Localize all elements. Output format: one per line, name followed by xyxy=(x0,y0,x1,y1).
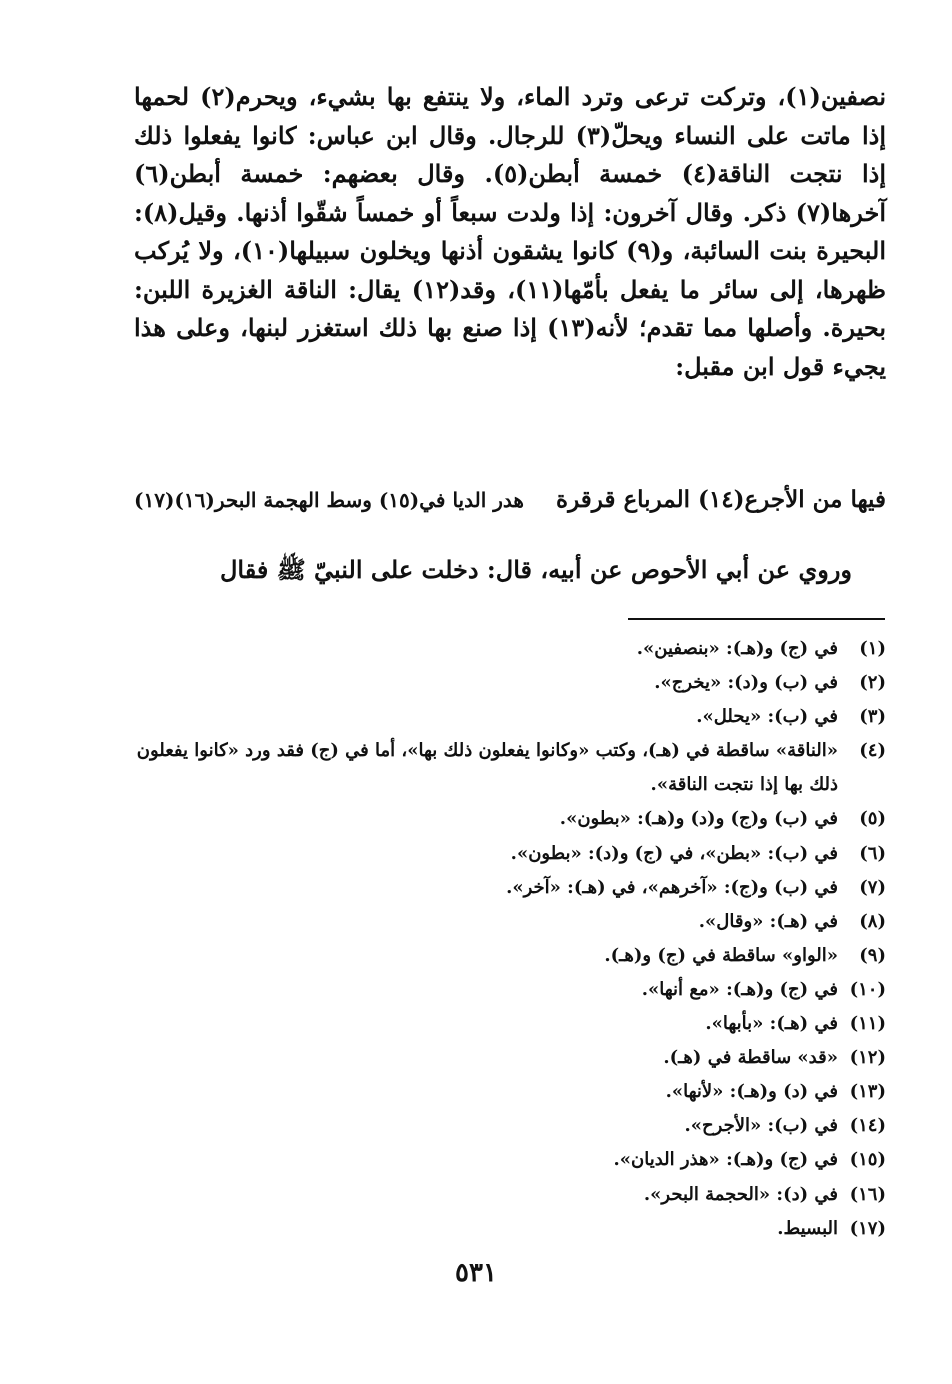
footnote-item xyxy=(134,871,886,905)
footnote-text: البسيط. xyxy=(777,1217,838,1239)
footnote-number: (٦) xyxy=(859,842,886,864)
footnote-item xyxy=(134,1178,886,1212)
verse-first-hemistich: فيها من الأجرع(١٤) المرباع قرقرة xyxy=(556,486,886,513)
footnote-text: في (ج) و(هـ): «بنصفين». xyxy=(636,638,838,659)
footnote-item xyxy=(134,1109,886,1143)
footnote-number: (١١) xyxy=(849,1013,886,1035)
page-number: ٥٣١ xyxy=(455,1258,497,1288)
footnote-number: (١٦) xyxy=(849,1183,886,1205)
footnote-text: في (ب): «يحلل». xyxy=(696,706,838,728)
footnote-text: في (ب) و(د): «يخرج». xyxy=(654,672,838,694)
footnote-text: «قد» ساقطة في (هـ). xyxy=(663,1047,838,1069)
footnote-item xyxy=(134,632,886,666)
verse-second-hemistich: هدر الديا في(١٥) وسط الهجمة البحر(١٦)(١٧) xyxy=(134,488,524,512)
footnote-item xyxy=(134,1143,886,1177)
footnote-number: (١٣) xyxy=(849,1081,886,1103)
footnote-number: (٨) xyxy=(859,910,886,932)
footnote-item xyxy=(134,1041,886,1075)
footnote-number: (١٤) xyxy=(849,1115,886,1137)
footnote-text: في (د) و(هـ): «لأنها». xyxy=(665,1081,838,1103)
footnote-item xyxy=(134,973,886,1007)
footnote-text: في (د): «الحجمة البحر». xyxy=(643,1183,838,1205)
footnote-item xyxy=(134,837,886,871)
footnote-separator-rule xyxy=(628,618,885,620)
footnote-text: في (ج) و(هـ): «مع أنها». xyxy=(641,978,838,1000)
footnote-text: في (هـ): «وقال». xyxy=(698,910,838,932)
footnote-item xyxy=(134,1007,886,1041)
footnote-text: في (ج) و(هـ): «هذر الديان». xyxy=(613,1149,838,1171)
footnote-item xyxy=(134,802,886,836)
footnote-number: (١) xyxy=(859,638,886,659)
footnote-number: (٧) xyxy=(859,876,886,898)
footnote-text: في (ب): «الأجرح». xyxy=(684,1115,838,1137)
footnote-text: في (ب): «بطن»، في (ج) و(د): «بطون». xyxy=(510,842,838,864)
footnote-number: (٥) xyxy=(859,808,886,830)
footnote-number: (١٧) xyxy=(849,1217,886,1239)
footnote-number: (٩) xyxy=(859,944,886,966)
footnote-item xyxy=(134,939,886,973)
footnote-number: (٤) xyxy=(859,740,886,762)
footnote-number: (١٠) xyxy=(849,978,886,1000)
footnote-text: في (ب) و(ج): «آخرهم»، في (هـ): «آخر». xyxy=(506,876,838,898)
main-paragraph-block xyxy=(134,78,886,386)
footnote-text: في (ب) و(ج) و(د) و(هـ): «بطون». xyxy=(559,808,838,830)
narration-line: وروي عن أبي الأحوص عن أبيه، قال: دخلت على النبيّ ﷺ فقال xyxy=(219,555,852,584)
footnote-item xyxy=(134,700,886,734)
footnote-text: «الواو» ساقطة في (ج) و(هـ). xyxy=(604,944,838,966)
footnote-text: في (هـ): «بأبها». xyxy=(705,1013,838,1035)
footnote-number: (١٥) xyxy=(849,1149,886,1171)
footnote-item xyxy=(134,1212,886,1246)
footnote-number: (٢) xyxy=(859,672,886,694)
footnote-item xyxy=(134,1075,886,1109)
footnote-text: «الناقة» ساقطة في (هـ)، وكتب «وكانوا يفعلون ذلك بها»، أما في (ج) فقد ورد «كانوا يفعلون ذلك بها إذا نتجت الناقة». xyxy=(136,740,838,796)
poetry-verse xyxy=(134,478,886,522)
main-paragraph: نصفين(١)، وتركت ترعى وترد الماء، ولا ينتفع بها بشيء، ويحرم(٢) لحمها إذا ماتت على النساء ويحلّ(٣) للرجال. وقال ابن عباس: كانوا يفعلوا ذلك إذا نتجت الناقة(٤) خمسة أبطن(٥). وقال بعضهم: خمسة أبطن(٦) آخرها(٧) ذكر. وقال آخرون: إذا ولدت سبعاً أو خمساً شقّوا أذنها. وقيل(٨): البحيرة بنت السائبة، و(٩) كانوا يشقون أذنها ويخلون سبيلها(١٠)، ولا يُركب ظهرها، إلى سائر ما يفعل بأمّها(١١)، وقد(١٢) يقال: الناقة الغزيرة اللبن: بحيرة. وأصلها مما تقدم؛ لأنه(١٣) إذا صنع بها ذلك استغزر لبنها، وعلى هذا يجيء قول ابن مقبل: xyxy=(134,82,887,381)
footnote-item xyxy=(134,734,886,802)
footnotes-list xyxy=(134,632,886,1246)
footnote-item xyxy=(134,666,886,700)
footnote-item xyxy=(134,905,886,939)
footnote-number: (٣) xyxy=(859,706,886,728)
footnote-number: (١٢) xyxy=(849,1047,886,1069)
